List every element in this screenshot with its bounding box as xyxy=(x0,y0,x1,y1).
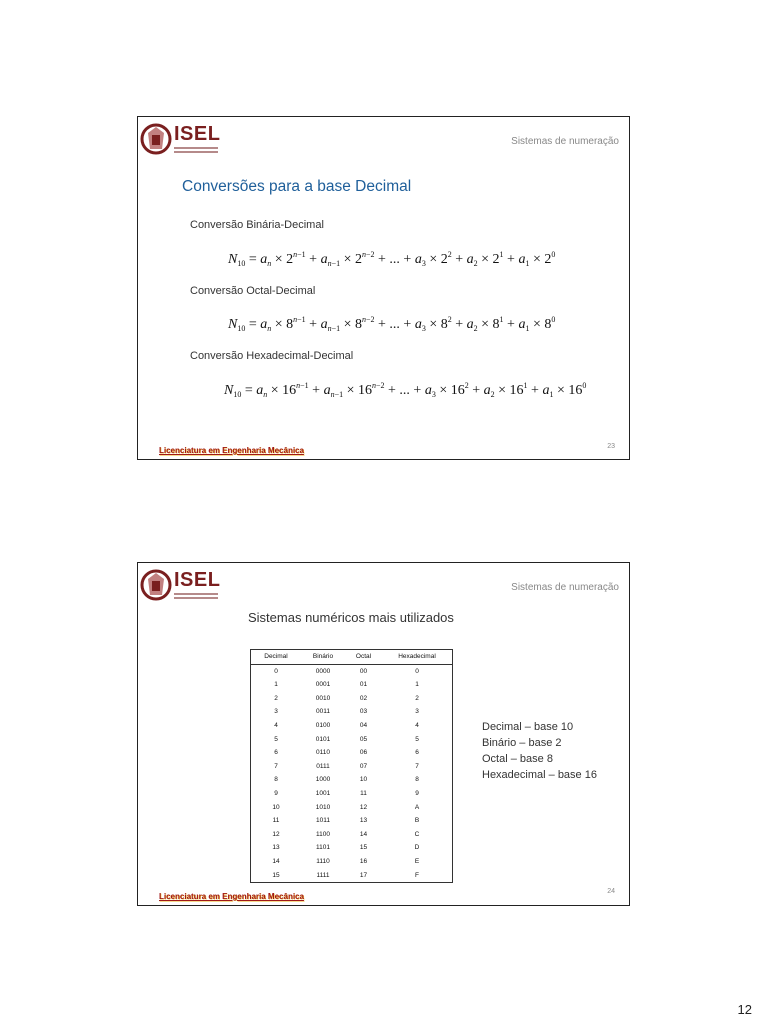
table-cell: 1110 xyxy=(316,857,330,865)
subtitle-binary: Conversão Binária-Decimal xyxy=(190,219,324,231)
col-header-hexadecimal: Hexadecimal xyxy=(382,650,453,665)
table-cell: 05 xyxy=(359,735,368,743)
table-row xyxy=(251,678,453,692)
formula-octal: $N_{10} = a_n \times 8^{n-1} + a_{n-1} \times 8^{n-2}$ + ... + $a_3 \times 8^2 + a_2 \times 8^1 + a_1 \times 8^0$ xyxy=(228,315,556,333)
page-number: 23 xyxy=(607,443,615,450)
table-row xyxy=(251,787,453,801)
table-cell: 10 xyxy=(359,776,368,784)
legend-octal: Octal – base 8 xyxy=(482,753,553,765)
col-header-octal: Octal xyxy=(345,650,382,665)
table-cell: 01 xyxy=(359,681,368,689)
table-cell: 5 xyxy=(415,735,419,743)
table-cell: 1 xyxy=(274,681,278,689)
legend-binary: Binário – base 2 xyxy=(482,737,562,749)
table-header-row xyxy=(251,650,453,665)
table-cell: 13 xyxy=(272,844,280,852)
subtitle-octal: Conversão Octal-Decimal xyxy=(190,285,316,297)
table-cell: 9 xyxy=(415,789,419,797)
footer-course: Licenciatura em Engenharia Mecânica xyxy=(159,892,304,901)
table-row xyxy=(251,733,453,747)
table-row xyxy=(251,841,453,855)
table-cell: D xyxy=(414,844,420,852)
table-cell: 1001 xyxy=(315,789,331,797)
table-cell: 0000 xyxy=(315,667,331,675)
table-cell: 11 xyxy=(272,817,280,825)
table-row xyxy=(251,869,453,883)
table-cell: 03 xyxy=(359,708,368,716)
table-cell: 0 xyxy=(415,667,419,675)
table-cell: 16 xyxy=(359,857,368,865)
table-cell: 1101 xyxy=(316,844,330,852)
base-legend xyxy=(482,719,597,783)
table-row xyxy=(251,719,453,733)
table-cell: 3 xyxy=(274,708,278,716)
table-cell: 15 xyxy=(359,844,368,852)
footer-course: Licenciatura em Engenharia Mecânica xyxy=(159,446,304,455)
isel-logo xyxy=(140,567,220,607)
isel-seal-icon xyxy=(140,121,174,157)
table-cell: 4 xyxy=(415,721,419,729)
table-cell: 8 xyxy=(415,776,419,784)
legend-hexadecimal: Hexadecimal – base 16 xyxy=(482,769,597,781)
table-cell: 13 xyxy=(359,817,368,825)
logo-small-print xyxy=(174,147,218,155)
table-cell: 5 xyxy=(274,735,278,743)
table-cell: 12 xyxy=(272,830,280,838)
table-cell: 1111 xyxy=(316,871,330,879)
table-cell: 1010 xyxy=(315,803,331,811)
table-cell: 0001 xyxy=(315,681,331,689)
formula-binary: $N_{10} = a_n \times 2^{n-1} + a_{n-1} \times 2^{n-2}$ + ... + $a_3 \times 2^2 + a_2 \times 2^1 + a_1 \times 2^0$ xyxy=(228,250,556,268)
col-header-decimal: Decimal xyxy=(251,650,302,665)
page-number: 24 xyxy=(607,888,615,895)
table-cell: 2 xyxy=(415,694,419,702)
table-cell: 0 xyxy=(274,667,278,675)
sheet-number: 12 xyxy=(737,1002,752,1017)
table-row xyxy=(251,828,453,842)
table-cell: F xyxy=(415,871,419,879)
table-row xyxy=(251,705,453,719)
table-cell: 0101 xyxy=(315,735,331,743)
table-row xyxy=(251,801,453,815)
section-title: Sistemas de numeração xyxy=(511,582,619,593)
table-row xyxy=(251,855,453,869)
table-row xyxy=(251,760,453,774)
subtitle-hexadecimal: Conversão Hexadecimal-Decimal xyxy=(190,350,354,362)
table-cell: 4 xyxy=(274,721,278,729)
table-cell: A xyxy=(414,803,420,811)
logo-brand-text: ISEL xyxy=(174,123,221,145)
slide-title: Sistemas numéricos mais utilizados xyxy=(248,610,454,625)
table-row xyxy=(251,664,453,678)
table-cell: 7 xyxy=(415,762,419,770)
table-cell: 15 xyxy=(272,871,280,879)
isel-seal-icon xyxy=(140,567,174,603)
table-cell: 0010 xyxy=(315,694,331,702)
legend-decimal: Decimal – base 10 xyxy=(482,721,574,733)
logo-brand-text: ISEL xyxy=(174,569,221,591)
section-title: Sistemas de numeração xyxy=(511,136,619,147)
table-cell: E xyxy=(414,857,420,865)
table-cell: 2 xyxy=(274,694,278,702)
table-cell: 14 xyxy=(359,830,368,838)
number-systems-table xyxy=(250,649,453,883)
table-cell: B xyxy=(414,817,420,825)
col-header-binary: Binário xyxy=(301,650,345,665)
table-cell: 14 xyxy=(272,857,280,865)
table-cell: 00 xyxy=(359,667,368,675)
table-cell: 0100 xyxy=(315,721,331,729)
table-cell: 10 xyxy=(272,803,280,811)
table-row xyxy=(251,692,453,706)
table-body xyxy=(251,664,453,883)
table-cell: 6 xyxy=(415,749,419,757)
table-cell: 9 xyxy=(274,789,278,797)
slide-23 xyxy=(137,116,630,460)
table-cell: 07 xyxy=(359,762,368,770)
table-cell: 8 xyxy=(274,776,278,784)
table-cell: 1000 xyxy=(315,776,331,784)
formula-hexadecimal: $N_{10} = a_n \times 16^{n-1} + a_{n-1} \times 16^{n-2}$ + ... + $a_3 \times 16^2 + a_2 \times 16^1 + a_1 \times 16^0$ xyxy=(224,381,587,399)
table-cell: 1 xyxy=(415,681,419,689)
table-cell: 0011 xyxy=(316,708,330,716)
table-cell: 0110 xyxy=(316,749,330,757)
table-cell: 1100 xyxy=(316,830,330,838)
table-row xyxy=(251,746,453,760)
table-cell: 04 xyxy=(359,721,368,729)
table-cell: 11 xyxy=(360,789,367,797)
table-cell: C xyxy=(414,830,420,838)
table-cell: 7 xyxy=(274,762,278,770)
table-cell: 0111 xyxy=(316,762,330,770)
table-cell: 12 xyxy=(359,803,368,811)
table-cell: 06 xyxy=(359,749,368,757)
table-row xyxy=(251,814,453,828)
slide-24 xyxy=(137,562,630,906)
table-cell: 1011 xyxy=(316,817,330,825)
table-cell: 02 xyxy=(359,694,368,702)
table-cell: 6 xyxy=(274,749,278,757)
table-cell: 3 xyxy=(415,708,419,716)
logo-small-print xyxy=(174,593,218,601)
table-cell: 17 xyxy=(359,871,368,879)
isel-logo xyxy=(140,121,220,161)
slide-title: Conversões para a base Decimal xyxy=(182,178,412,195)
table-row xyxy=(251,773,453,787)
